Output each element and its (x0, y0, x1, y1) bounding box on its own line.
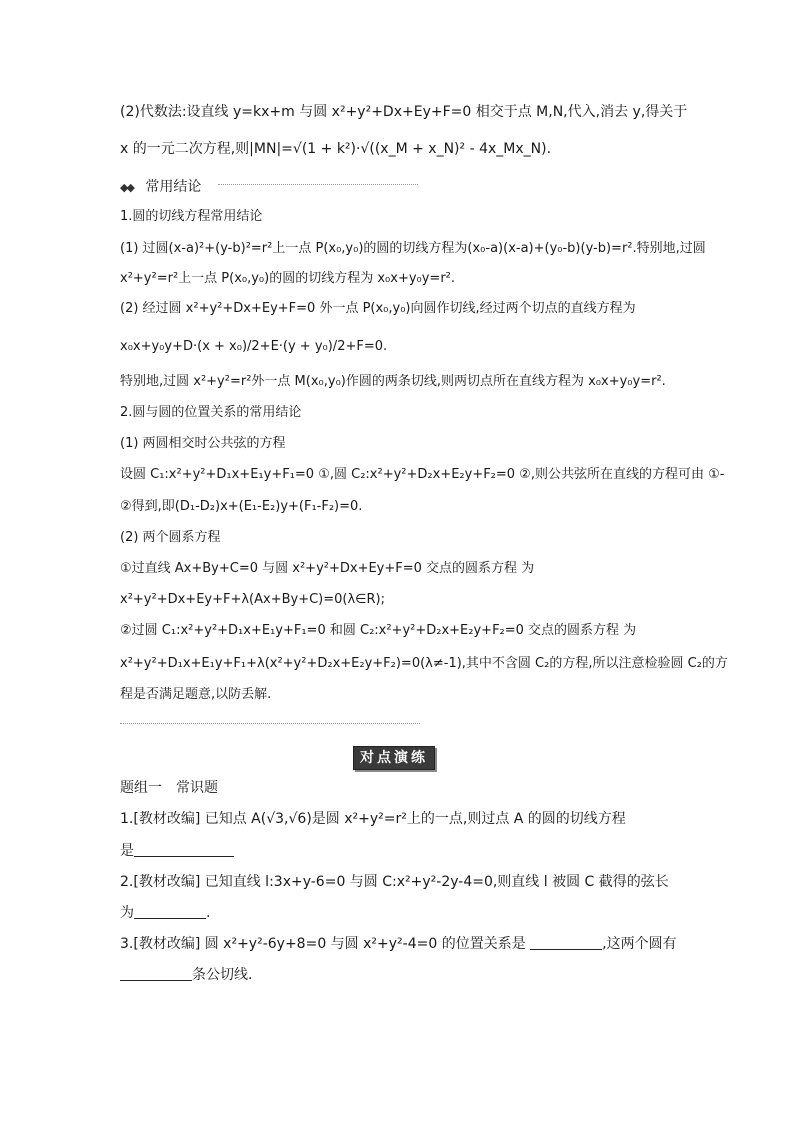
answer-blank-1[interactable] (134, 842, 234, 857)
intro-line-1: (2)代数法:设直线 y=kx+m 与圆 x²+y²+Dx+Ey+F=0 相交于点 M,N,代入,消去 y,得关于 (120, 104, 688, 120)
group-title: 题组一 常识题 (120, 780, 218, 796)
tangent-heading: 1.圆的切线方程常用结论 (120, 209, 263, 224)
practice-badge: 对点演练 (353, 746, 435, 770)
circle-system-heading: (2) 两个圆系方程 (120, 530, 221, 545)
circle-system-e: 程是否满足题意,以防丢解. (120, 687, 272, 702)
chord-line-a: 设圆 C₁:x²+y²+D₁x+E₁y+F₁=0 ①,圆 C₂:x²+y²+D₂x+E₂y+F₂=0 ②,则公共弦所在直线的方程可由 ①- (120, 467, 725, 482)
section-divider (218, 184, 418, 185)
answer-blank-2[interactable] (134, 904, 206, 919)
end-divider (120, 723, 420, 724)
tangent-2b: x₀x+y₀y+D·(x + x₀)/2+E·(y + y₀)/2+F=0. (120, 339, 388, 354)
question-1-line-b (120, 842, 234, 860)
question-3-line-a (120, 935, 677, 953)
chord-heading: (1) 两圆相交时公共弦的方程 (120, 436, 286, 451)
tangent-1a: (1) 过圆(x-a)²+(y-b)²=r²上一点 P(x₀,y₀)的圆的切线方程为(x₀-a)(x-a)+(y₀-b)(y-b)=r².特别地,过圆 (120, 241, 706, 256)
question-2-line-a: 2.[教材改编] 已知直线 l:3x+y-6=0 与圆 C:x²+y²-2y-4=0,则直线 l 被圆 C 截得的弦长 (120, 874, 669, 890)
circle-system-b: x²+y²+Dx+Ey+F+λ(Ax+By+C)=0(λ∈R); (120, 592, 385, 607)
question-3-tail: 条公切线. (192, 967, 253, 983)
double-diamond-icon: ◆◆ (120, 181, 133, 194)
tangent-1b: x²+y²=r²上一点 P(x₀,y₀)的圆的切线方程为 x₀x+y₀y=r². (120, 271, 456, 286)
question-3-text: 3.[教材改编] 圆 x²+y²-6y+8=0 与圆 x²+y²-4=0 的位置关系是 (120, 936, 526, 952)
circle-system-d: x²+y²+D₁x+E₁y+F₁+λ(x²+y²+D₂x+E₂y+F₂)=0(λ≠-1),其中不含圆 C₂的方程,所以注意检验圆 C₂的方 (120, 656, 728, 671)
answer-blank-3b[interactable] (120, 966, 192, 981)
question-3-line-b (120, 966, 252, 984)
chord-line-b: ②得到,即(D₁-D₂)x+(E₁-E₂)y+(F₁-F₂)=0. (120, 499, 363, 514)
circle-system-c: ②过圆 C₁:x²+y²+D₁x+E₁y+F₁=0 和圆 C₂:x²+y²+D₂x+E₂y+F₂=0 交点的圆系方程 为 (120, 623, 637, 638)
intro-line-2: x 的一元二次方程,则|MN|=√(1 + k²)·√((x_M + x_N)² - 4x_Mx_N). (120, 141, 552, 157)
position-heading: 2.圆与圆的位置关系的常用结论 (120, 405, 302, 420)
question-1-line-a: 1.[教材改编] 已知点 A(√3,√6)是圆 x²+y²=r²上的一点,则过点 A 的圆的切线方程 (120, 811, 626, 827)
question-3-mid: ,这两个圆有 (602, 936, 677, 952)
tangent-2a: (2) 经过圆 x²+y²+Dx+Ey+F=0 外一点 P(x₀,y₀)向圆作切线,经过两个切点的直线方程为 (120, 301, 636, 316)
circle-system-a: ①过直线 Ax+By+C=0 与圆 x²+y²+Dx+Ey+F=0 交点的圆系方程 为 (120, 561, 535, 576)
tangent-3: 特别地,过圆 x²+y²=r²外一点 M(x₀,y₀)作圆的两条切线,则两切点所在直线方程为 x₀x+y₀y=r². (120, 374, 666, 389)
question-2-line-b: 为 . (120, 905, 211, 921)
question-1-tail: 是 (120, 843, 134, 859)
question-2-tail: 为 (120, 905, 134, 921)
section-heading (120, 176, 201, 196)
answer-blank-3a[interactable] (530, 935, 602, 950)
section-title: 常用结论 (145, 179, 202, 195)
